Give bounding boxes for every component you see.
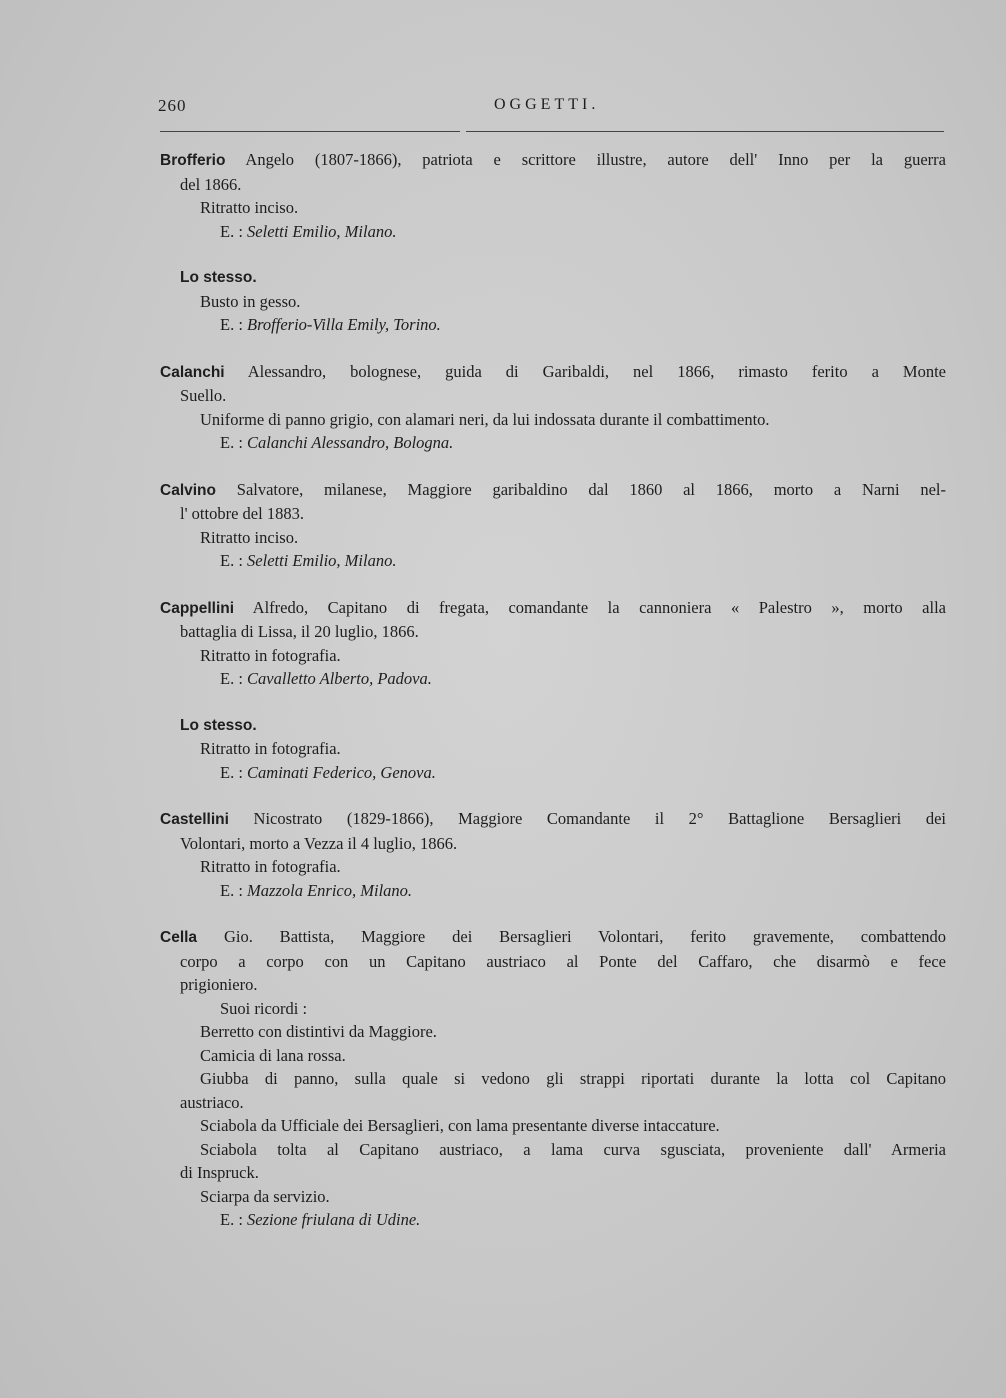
entry-item: Giubba di panno, sulla quale si vedono gli strappi riportati durante la lotta col Capitano austriaco. [180,1069,946,1112]
exhibitor-name: Mazzola Enrico, Milano. [247,880,413,900]
exhibitor-name: Cavalletto Alberto, Padova. [247,669,432,688]
entry-item: Berretto con distintivi da Maggiore. [200,1022,437,1041]
entry-exhibitor: E. : Cavalletto Alberto, Padova. [220,669,432,688]
page-header [158,96,946,124]
catalog-body [160,148,946,1255]
entry-item: Ritratto in fotografia. [200,857,341,876]
exhibitor-name: Brofferio-Villa Emily, Torino. [247,315,441,334]
entry-description: Salvatore, milanese, Maggiore garibaldino dal 1860 al 1866, morto a Narni nel- [236,479,946,499]
catalog-entry [160,714,946,785]
entry-description-cont: prigioniero. [180,975,258,994]
entry-item: Sciabola tolta al Capitano austriaco, a lama curva sgusciata, proveniente dall' Armeria di Inspruck. [180,1139,946,1182]
entry-description-cont: battaglia di Lissa, il 20 luglio, 1866. [180,622,419,641]
catalog-entry [160,807,946,902]
entry-item: Camicia di lana rossa. [200,1045,346,1065]
entry-exhibitor: E. : Calanchi Alessandro, Bologna. [220,433,454,452]
entry-surname: Cappellini [160,599,235,617]
entry-exhibitor: E. : Caminati Federico, Genova. [220,762,436,782]
entry-description-cont: Volontari, morto a Vezza il 4 luglio, 1866. [180,833,458,853]
entry-item: Uniforme di panno grigio, con alamari neri, da lui indossata durante il combattimento. [200,409,770,429]
exhibitor-name: Sezione friulana di Udine. [247,1210,421,1229]
entry-description-cont: del 1866. [180,174,242,194]
entry-surname: Cella [160,929,198,946]
entry-item: Ritratto inciso. [200,527,299,547]
entry-heading [160,596,946,621]
header-rule-left [160,131,460,132]
catalog-entry [160,478,946,573]
entry-heading [160,148,946,173]
entry-exhibitor: E. : Seletti Emilio, Milano. [220,221,397,241]
catalog-entry [160,148,946,243]
catalog-entry [160,360,946,455]
entry-exhibitor: E. : Brofferio-Villa Emily, Torino. [220,315,441,334]
entry-same-title: Lo stesso. [180,716,257,734]
exhibitor-name: Calanchi Alessandro, Bologna. [247,433,454,452]
entry-description-cont: l' ottobre del 1883. [180,504,304,523]
entry-surname: Calvino [160,481,216,499]
entry-description: Alessandro, bolognese, guida di Garibaldi, nel 1866, rimasto ferito a Monte [247,361,946,381]
entry-description: Gio. Battista, Maggiore dei Bersaglieri Volontari, ferito gravemente, combattendo [223,927,947,946]
entry-subheading: Suoi ricordi : [220,998,308,1018]
entry-item: Ritratto inciso. [200,198,299,217]
entry-heading [160,360,946,385]
entry-surname: Castellini [160,811,229,828]
entry-heading [160,925,946,950]
catalog-entry [160,596,946,691]
entry-same-title: Lo stesso. [180,269,257,286]
entry-item: Ritratto in fotografia. [200,739,341,758]
exhibitor-name: Seletti Emilio, Milano. [247,221,397,241]
entry-description-cont: Suello. [180,386,227,405]
entry-heading [160,807,946,832]
header-rule-right [466,131,944,132]
entry-exhibitor: E. : Seletti Emilio, Milano. [220,551,397,570]
entry-heading [160,478,946,503]
exhibitor-name: Seletti Emilio, Milano. [247,551,397,570]
entry-surname: Brofferio [160,152,226,169]
entry-item: Busto in gesso. [200,291,301,311]
entry-description: Angelo (1807-1866), patriota e scrittore illustre, autore dell' Inno per la guerra [245,150,946,169]
entry-item: Sciarpa da servizio. [200,1186,330,1206]
entry-item: Ritratto in fotografia. [200,645,341,665]
entry-surname: Calanchi [160,363,225,381]
page-number: 260 [158,96,187,115]
entry-exhibitor: E. : Sezione friulana di Udine. [220,1210,421,1229]
entry-item: Sciabola da Ufficiale dei Bersaglieri, con lama presentante diverse intaccature. [200,1116,720,1135]
entry-description-cont: corpo a corpo con un Capitano austriaco al Ponte del Caffaro, che disarmò e fece [180,951,946,971]
entry-description: Nicostrato (1829-1866), Maggiore Comandante il 2° Battaglione Bersaglieri dei [253,809,946,828]
entry-description: Alfredo, Capitano di fregata, comandante la cannoniera « Palestro », morto alla [252,597,946,617]
catalog-entry [160,266,946,337]
exhibitor-name: Caminati Federico, Genova. [247,762,436,782]
catalog-entry [160,925,946,1232]
entry-exhibitor: E. : Mazzola Enrico, Milano. [220,880,413,900]
running-title: OGGETTI. [494,96,600,113]
